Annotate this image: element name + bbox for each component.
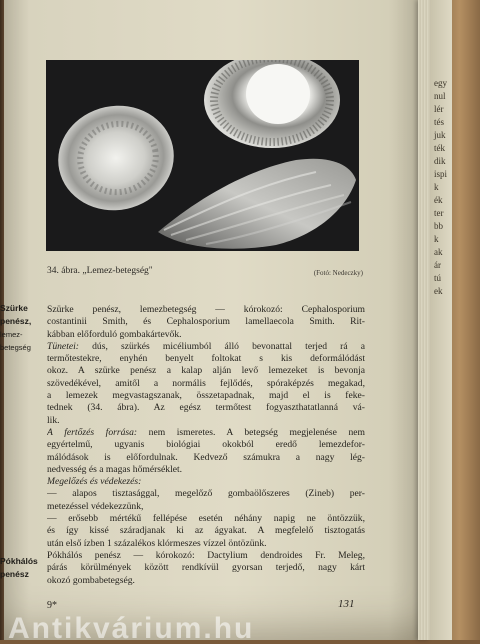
text-line: után első ízben 1 százalékos klórmeszes vízzel öntözünk.	[47, 537, 267, 549]
facing-page-fragment: tú	[434, 273, 442, 283]
text-line: Pókhálós penész — kórokozó: Dactylium dendroides Fr. Meleg,	[47, 549, 365, 561]
margin-note-line: betegség	[0, 343, 31, 352]
margin-note-cobweb-mould	[0, 555, 42, 581]
facing-page-fragment: ék	[434, 195, 443, 205]
facing-page-fragment: ispi	[434, 169, 448, 179]
text-line: okozó gombabetegség.	[47, 574, 135, 586]
text-line: szövedékével, amitől a normális fejlődés, spóraképzés megakad,	[47, 377, 365, 389]
margin-note-line: penész,	[0, 316, 32, 326]
text-line: kábban előforduló gombakártevők.	[47, 328, 182, 340]
text-line: costantinii Smith, és Cephalosporium lamellaecola Smith. Rit-	[47, 316, 365, 328]
facing-page-fragment: ár	[434, 260, 441, 270]
text-line: okoz. A szürke penész a kalap alján levő lemezeket is bevonja	[47, 365, 365, 377]
text-line: — alapos tisztasággal, megelőző gombaölőszeres (Zineb) per-	[47, 488, 365, 500]
caption-text: 34. ábra. „Lemez-betegség"	[47, 266, 153, 276]
facing-page-fragment: ek	[434, 286, 443, 296]
margin-note-line: lemez-	[0, 330, 23, 339]
facing-page-fragment: ak	[434, 247, 443, 257]
text-line: metezéssel védekezzünk,	[47, 500, 144, 512]
figure-caption	[47, 266, 363, 280]
text-line: — erősebb mértékű fellépése esetén néhány napig ne öntözzük,	[47, 513, 365, 525]
photo-credit: (Fotó: Nedeczky)	[313, 269, 363, 277]
text-line: és így kissé száradjanak ki az ágyakat. A megfelelő tisztogatás	[47, 525, 365, 537]
text-line: termőtestekre, enyhén benyelt foltokat s kis deformálódást	[47, 353, 365, 365]
facing-page-fragment: ter	[434, 208, 444, 218]
mushroom-photo-illustration	[46, 60, 359, 251]
facing-page-fragment: nul	[434, 91, 446, 101]
facing-page-fragment: tés	[434, 117, 444, 127]
facing-page-fragment: bb	[434, 221, 443, 231]
page-stack-edge	[418, 0, 430, 640]
facing-page-strip	[430, 0, 452, 640]
facing-page-fragment: ték	[434, 143, 445, 153]
text-line: nedvesség és a magas hőmérséklet.	[47, 463, 183, 475]
margin-note-line: penész	[0, 569, 29, 579]
facing-page-fragment: k	[434, 182, 439, 192]
text-line: párás körülmények között rendkívül gyorsan terjedő, nagy kárt	[47, 562, 365, 574]
margin-note-line: Pókhálós	[0, 556, 38, 566]
text-line: málódások is előfordulnak. Kedvező számukra a nagy lég-	[47, 451, 365, 463]
facing-page-fragment: k	[434, 234, 439, 244]
text-line: Tünetei: dús, szürkés micéliumból álló bevonattal terjed rá a	[47, 340, 365, 352]
facing-page-fragment: egy	[434, 78, 447, 88]
text-line: A fertőzés forrása: nem ismeretes. A betegség megjelenése nem	[47, 426, 365, 438]
facing-page-fragment: dik	[434, 156, 446, 166]
mushroom-photograph	[46, 60, 359, 251]
body-text	[47, 304, 365, 587]
margin-note-line: Szürke	[0, 303, 28, 313]
watermark: Antikvárium.hu	[8, 614, 255, 644]
text-line: tednek (34. ábra). Az egész termőtest fogyaszthatatlanná vá-	[47, 402, 365, 414]
facing-page-fragment: juk	[434, 130, 446, 140]
text-line: a lemezek megvastagszanak, összetapadnak, majd el is feke-	[47, 390, 365, 402]
text-line: egyértelmű, ugyanis biológiai okokból eredő lemezdefor-	[47, 439, 365, 451]
signature-mark: 9*	[47, 600, 57, 611]
page-number: 131	[338, 598, 355, 610]
margin-note-grey-mould	[0, 302, 42, 354]
text-line: lik.	[47, 414, 60, 426]
text-line: Megelőzés és védekezés:	[47, 476, 142, 488]
facing-page-fragment: lér	[434, 104, 444, 114]
text-line: Szürke penész, lemezbetegség — kórokozó: Cephalosporium	[47, 304, 365, 315]
